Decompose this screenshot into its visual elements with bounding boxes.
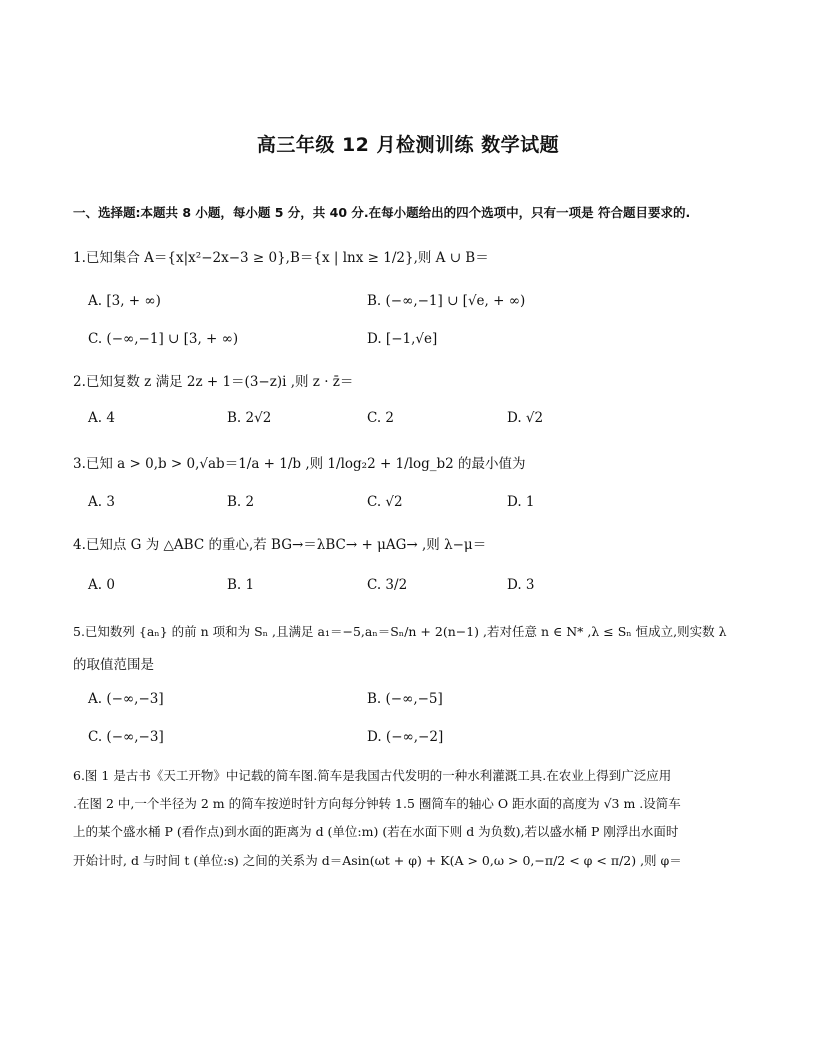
question-6-line-3: 上的某个盛水桶 P (看作点)到水面的距离为 d (单位:m) (若在水面下则 d 为负数),若以盛水桶 P 刚浮出水面时	[73, 824, 679, 839]
document-title: 高三年级 12 月检测训练 数学试题	[256, 134, 560, 156]
q2-option-c: C. 2	[367, 410, 395, 426]
q5-option-c: C. (−∞,−3]	[88, 729, 164, 745]
q2-option-d: D. √2	[507, 410, 544, 426]
question-3-stem: 3.已知 a > 0,b > 0,√ab＝1/a + 1/b ,则 1/log₂2 + 1/log_b2 的最小值为	[73, 456, 526, 472]
q4-option-d: D. 3	[507, 577, 535, 593]
q3-option-a: A. 3	[88, 494, 115, 510]
q4-option-a: A. 0	[88, 577, 115, 593]
question-5-stem-line-1: 5.已知数列 {aₙ} 的前 n 项和为 Sₙ ,且满足 a₁＝−5,aₙ＝Sₙ/n + 2(n−1) ,若对任意 n ∈ N* ,λ ≤ Sₙ 恒成立,则实数 λ	[73, 624, 727, 639]
q1-option-c: C. (−∞,−1] ∪ [3, + ∞)	[88, 331, 239, 347]
question-2-stem: 2.已知复数 z 满足 2z + 1＝(3−z)i ,则 z · z̄＝	[73, 374, 354, 390]
q4-option-b: B. 1	[227, 577, 255, 593]
q1-option-a: A. [3, + ∞)	[88, 293, 161, 309]
question-6-line-1: 6.图 1 是古书《天工开物》中记载的简车图.简车是我国古代发明的一种水利灌溉工具.在农业上得到广泛应用	[73, 768, 672, 783]
q4-option-c: C. 3/2	[367, 577, 408, 593]
q3-option-c: C. √2	[367, 494, 403, 510]
q3-option-d: D. 1	[507, 494, 535, 510]
q5-option-a: A. (−∞,−3]	[88, 691, 164, 707]
question-5-stem-line-2: 的取值范围是	[73, 657, 154, 673]
q5-option-b: B. (−∞,−5]	[367, 691, 443, 707]
q1-option-b: B. (−∞,−1] ∪ [√e, + ∞)	[367, 293, 526, 309]
q2-option-a: A. 4	[88, 410, 115, 426]
q2-option-b: B. 2√2	[227, 410, 272, 426]
q1-option-d: D. [−1,√e]	[367, 331, 438, 347]
question-1-stem: 1.已知集合 A＝{x|x²−2x−3 ≥ 0},B＝{x | lnx ≥ 1/2},则 A ∪ B＝	[73, 250, 489, 266]
question-6-line-4: 开始计时, d 与时间 t (单位:s) 之间的关系为 d＝Asin(ωt + φ) + K(A > 0,ω > 0,−π/2 < φ < π/2) ,则 φ＝	[73, 853, 682, 868]
q5-option-d: D. (−∞,−2]	[367, 729, 444, 745]
section-heading: 一、选择题:本题共 8 小题，每小题 5 分，共 40 分.在每小题给出的四个选项中，只有一项是 符合题目要求的.	[73, 205, 691, 220]
q3-option-b: B. 2	[227, 494, 255, 510]
question-4-stem: 4.已知点 G 为 △ABC 的重心,若 BG→＝λBC→ + μAG→ ,则 λ−μ＝	[73, 537, 487, 553]
question-6-line-2: .在图 2 中,一个半径为 2 m 的简车按逆时针方向每分钟转 1.5 圈简车的轴心 O 距水面的高度为 √3 m .设简车	[73, 796, 681, 811]
